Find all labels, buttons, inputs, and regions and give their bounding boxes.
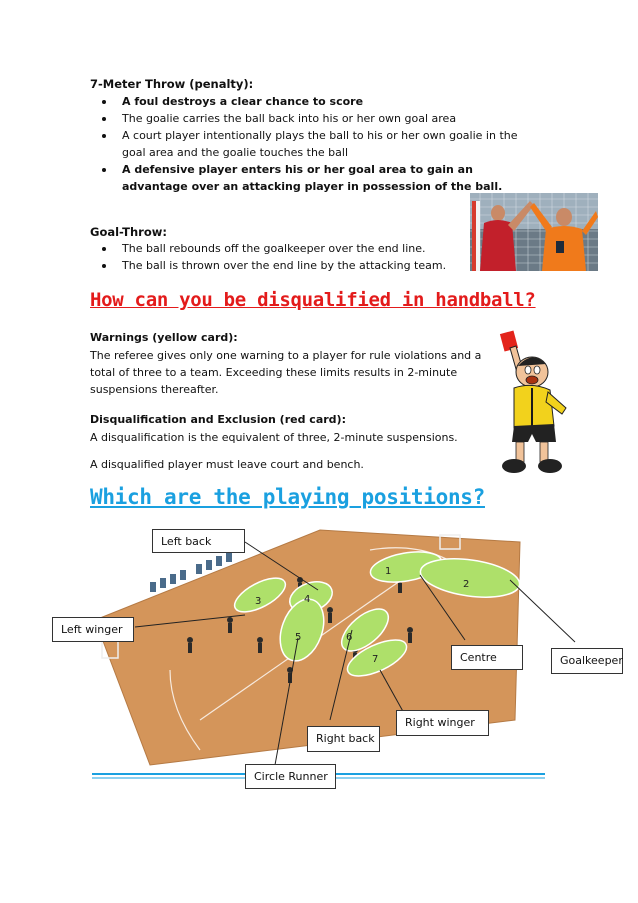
position-number: 1 [385, 566, 392, 577]
goalkeeper-photo-image [470, 193, 598, 271]
penalty-list [90, 93, 530, 195]
list-item: A court player intentionally plays the ball to his or her own goalie in the goal area and the goalie touches the ball [90, 127, 530, 161]
label-left-winger: Left winger [52, 617, 134, 642]
disqualification-title: Disqualification and Exclusion (red card): [90, 413, 346, 426]
label-goalkeeper: Goalkeeper [551, 648, 623, 674]
disqualification-extra: A disqualified player must leave court and bench. [90, 458, 364, 471]
disqualification-text: A disqualification is the equivalent of three, 2-minute suspensions. [90, 431, 458, 444]
penalty-title: 7-Meter Throw (penalty): [90, 77, 254, 91]
position-number: 7 [372, 654, 379, 665]
label-circle-runner: Circle Runner [245, 764, 336, 789]
list-item: The goalie carries the ball back into his or her own goal area [90, 110, 530, 127]
position-number: 2 [463, 579, 470, 590]
goal-throw-title: Goal-Throw: [90, 225, 167, 239]
warnings-text: The referee gives only one warning to a player for rule violations and a total of three to a team. Exceeding these limits results in 2-minute suspensions thereafter. [90, 349, 482, 396]
list-item: The ball is thrown over the end line by the attacking team. [90, 257, 470, 274]
referee-image [484, 330, 572, 478]
label-right-back: Right back [307, 726, 380, 752]
goal-photo [470, 193, 598, 271]
position-number: 6 [346, 632, 353, 643]
position-number: 5 [295, 632, 302, 643]
goal-throw-list [90, 240, 470, 274]
label-right-winger: Right winger [396, 710, 489, 736]
label-left-back: Left back [152, 529, 245, 553]
list-item: A foul destroys a clear chance to score [90, 93, 530, 110]
position-number: 3 [255, 596, 262, 607]
list-item: A defensive player enters his or her goal area to gain an advantage over an attacking player in possession of the ball. [90, 161, 530, 195]
positions-heading: Which are the playing positions? [90, 485, 485, 509]
referee-cartoon [484, 330, 572, 478]
list-item: The ball rebounds off the goalkeeper over the end line. [90, 240, 470, 257]
warnings-title: Warnings (yellow card): [90, 331, 238, 344]
label-centre: Centre [451, 645, 523, 670]
disqualified-heading: How can you be disqualified in handball? [90, 289, 536, 311]
position-number: 4 [304, 594, 311, 605]
